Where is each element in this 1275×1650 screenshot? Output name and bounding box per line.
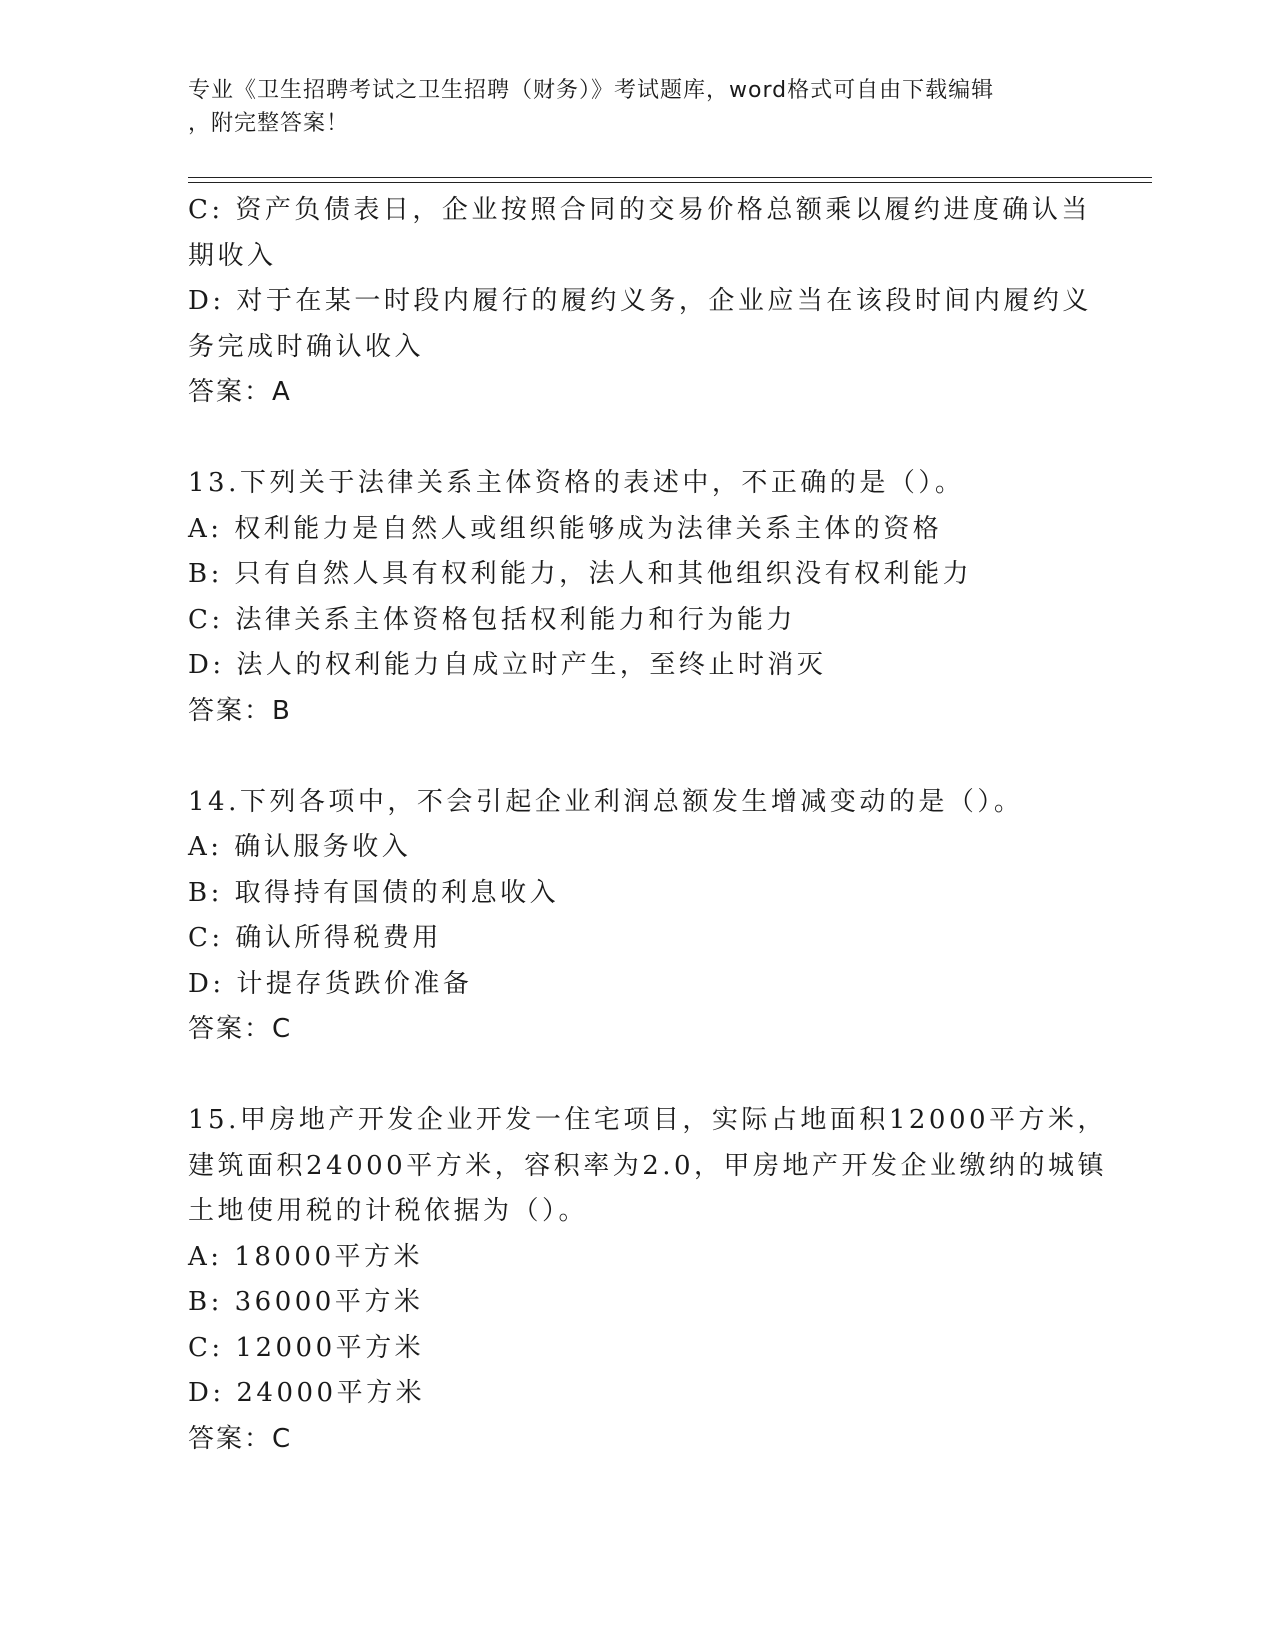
option-c: C: 12000平方米 <box>188 1332 425 1363</box>
header-line-2: ，附完整答案！ <box>188 111 350 136</box>
option-a: A: 确认服务收入 <box>188 832 412 862</box>
question-15 <box>188 1098 1108 1462</box>
option-c: C: 资产负债表日，企业按照合同的交易价格总额乘以履约进度确认当 <box>188 195 1091 225</box>
spacer <box>188 734 1088 780</box>
option-a: A: 18000平方米 <box>188 1241 424 1272</box>
answer: 答案：B <box>188 695 292 726</box>
spacer <box>188 416 1088 462</box>
question-stem: 15.甲房地产开发企业开发一住宅项目，实际占地面积12000平方米， <box>188 1105 1108 1135</box>
question-stem: 13.下列关于法律关系主体资格的表述中，不正确的是（）。 <box>188 468 965 498</box>
answer: 答案：C <box>188 1423 293 1454</box>
option-b: B: 36000平方米 <box>188 1287 424 1317</box>
answer: 答案：A <box>188 377 292 407</box>
spacer <box>188 1053 1088 1099</box>
question-14 <box>188 780 1088 1053</box>
option-d-continued: 务完成时确认收入 <box>188 331 425 362</box>
option-b: B: 取得持有国债的利息收入 <box>188 877 560 908</box>
header-line-1: 专业《卫生招聘考试之卫生招聘（财务）》考试题库，word格式可自由下载编辑 <box>188 78 995 103</box>
question-stem: 14.下列各项中，不会引起企业利润总额发生增减变动的是（）。 <box>188 786 1024 817</box>
option-d: D: 24000平方米 <box>188 1378 426 1408</box>
prev-question-block <box>188 188 1092 416</box>
header-divider-bottom <box>188 182 1152 183</box>
option-d: D: 计提存货跌价准备 <box>188 968 473 999</box>
option-c: C: 确认所得税费用 <box>188 923 442 953</box>
answer: 答案：C <box>188 1014 293 1044</box>
question-stem-continued: 建筑面积24000平方米，容积率为2.0，甲房地产开发企业缴纳的城镇 <box>188 1150 1108 1181</box>
question-stem-continued: 土地使用税的计税依据为（）。 <box>188 1196 589 1226</box>
header-divider-top <box>188 177 1152 178</box>
option-a: A: 权利能力是自然人或组织能够成为法律关系主体的资格 <box>188 513 943 544</box>
page-header <box>188 74 1068 140</box>
question-content <box>188 188 1108 1462</box>
option-c-continued: 期收入 <box>188 240 277 271</box>
option-b: B: 只有自然人具有权利能力，法人和其他组织没有权利能力 <box>188 559 973 589</box>
option-d: D: 对于在某一时段内履行的履约义务，企业应当在该段时间内履约义 <box>188 286 1092 316</box>
question-13 <box>188 461 1088 734</box>
option-c: C: 法律关系主体资格包括权利能力和行为能力 <box>188 604 796 635</box>
option-d: D: 法人的权利能力自成立时产生，至终止时消灭 <box>188 650 827 680</box>
